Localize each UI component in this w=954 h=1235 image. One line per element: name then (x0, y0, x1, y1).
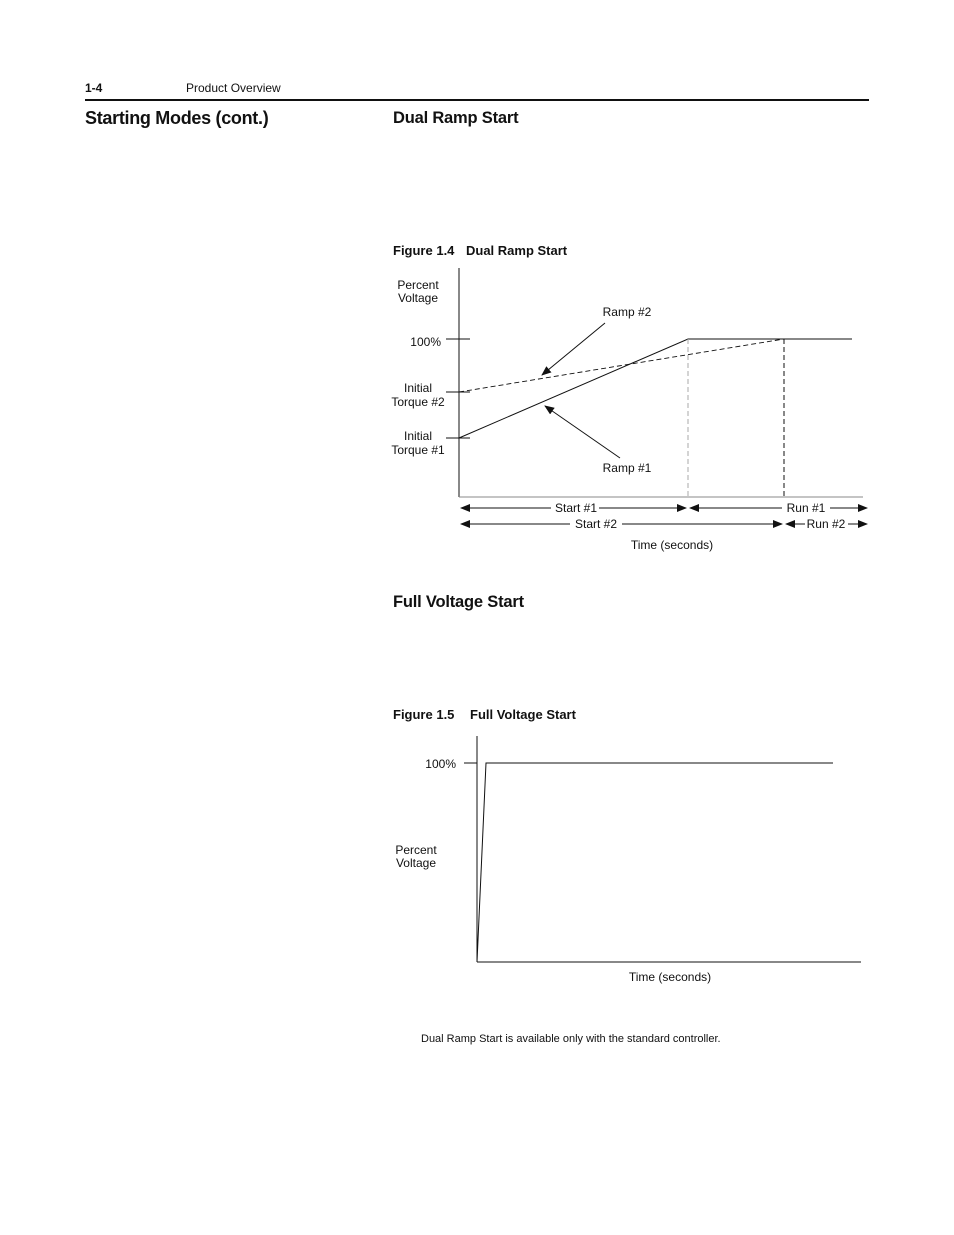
footnote: Dual Ramp Start is available only with the standard controller. (421, 1033, 721, 1045)
start-2-label: Start #2 (574, 517, 618, 531)
ramp-2-line (459, 339, 784, 392)
figure-1-4-title: Dual Ramp Start (466, 243, 568, 258)
voltage-line (477, 763, 833, 962)
x-axis-label: Time (seconds) (630, 538, 714, 552)
figure-1-4-caption (393, 243, 567, 258)
full-voltage-heading: Full Voltage Start (393, 593, 524, 611)
full-voltage-diagram (380, 730, 880, 990)
ramp-1-line (459, 339, 852, 438)
ramp-2-label: Ramp #2 (602, 305, 652, 319)
side-heading: Starting Modes (cont.) (85, 108, 269, 128)
page-number: 1-4 (85, 81, 103, 95)
initial-torque-2-line1: Initial (403, 381, 433, 395)
header-rule (85, 99, 869, 101)
initial-torque-2-line2: Torque #2 (391, 395, 445, 409)
figure-1-5-title: Full Voltage Start (470, 707, 576, 722)
ramp-2-callout (542, 323, 605, 375)
ramp-1-label: Ramp #1 (602, 461, 652, 475)
x-axis-label: Time (seconds) (628, 970, 712, 984)
dual-ramp-heading: Dual Ramp Start (393, 109, 519, 127)
running-header: Product Overview (186, 81, 281, 95)
run-2-label: Run #2 (806, 517, 846, 531)
y-label-line1: Percent (397, 278, 439, 292)
initial-torque-1-line1: Initial (403, 429, 433, 443)
dual-ramp-diagram (380, 262, 880, 562)
figure-1-5-caption (393, 707, 576, 722)
y-label-line1: Percent (395, 843, 437, 857)
label-100: 100% (425, 757, 456, 771)
figure-1-5-number: Figure 1.5 (393, 707, 455, 722)
y-label-line2: Voltage (395, 856, 437, 870)
figure-1-4-number: Figure 1.4 (393, 243, 455, 258)
ramp-1-callout (545, 406, 620, 458)
label-100: 100% (410, 335, 441, 349)
initial-torque-1-line2: Torque #1 (391, 443, 445, 457)
y-label-line2: Voltage (397, 291, 439, 305)
run-1-label: Run #1 (786, 501, 826, 515)
start-1-label: Start #1 (554, 501, 598, 515)
